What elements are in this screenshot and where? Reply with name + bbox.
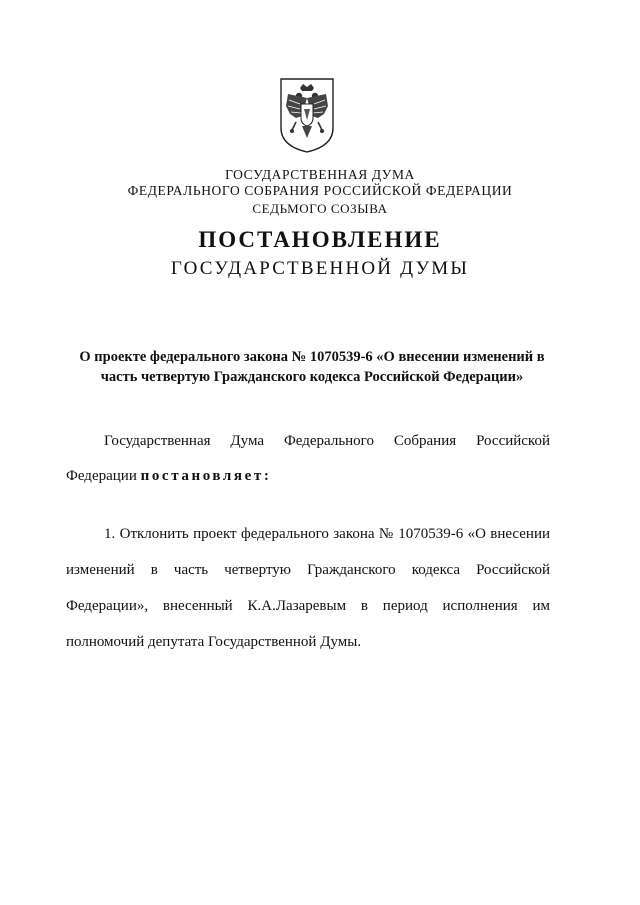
subject-line2: часть четвертую Гражданского кодекса Российской Федерации» (100, 369, 524, 385)
org-name-line2: ФЕДЕРАЛЬНОГО СОБРАНИЯ РОССИЙСКОЙ ФЕДЕРАЦИИ (127, 183, 513, 198)
russian-coat-of-arms-icon (278, 76, 336, 154)
preamble-text: Федерации (66, 468, 141, 484)
org-name-line1: ГОСУДАРСТВЕННАЯ ДУМА (225, 167, 415, 182)
item1-line3: Федерации», внесенный К.А.Лазаревым в период исполнения им (66, 598, 550, 614)
document-subtitle: ГОСУДАРСТВЕННОЙ ДУМЫ (170, 258, 470, 279)
item1-line4: полномочий депутата Государственной Думы. (66, 634, 362, 650)
preamble-line1: Государственная Дума Федерального Собрания Российской (104, 433, 550, 449)
decree-word: постановляет: (140, 468, 272, 484)
subject-line1: О проекте федерального закона № 1070539-6 «О внесении изменений в (79, 349, 545, 365)
item1-line1: 1. Отклонить проект федерального закона № 1070539-6 «О внесении (104, 526, 550, 542)
convocation-line: СЕДЬМОГО СОЗЫВА (252, 201, 388, 216)
preamble-line2 (66, 468, 271, 485)
item1-line2: изменений в часть четвертую Гражданского кодекса Российской (66, 562, 550, 578)
document-title: ПОСТАНОВЛЕНИЕ (198, 227, 442, 252)
document-subject (62, 347, 562, 387)
